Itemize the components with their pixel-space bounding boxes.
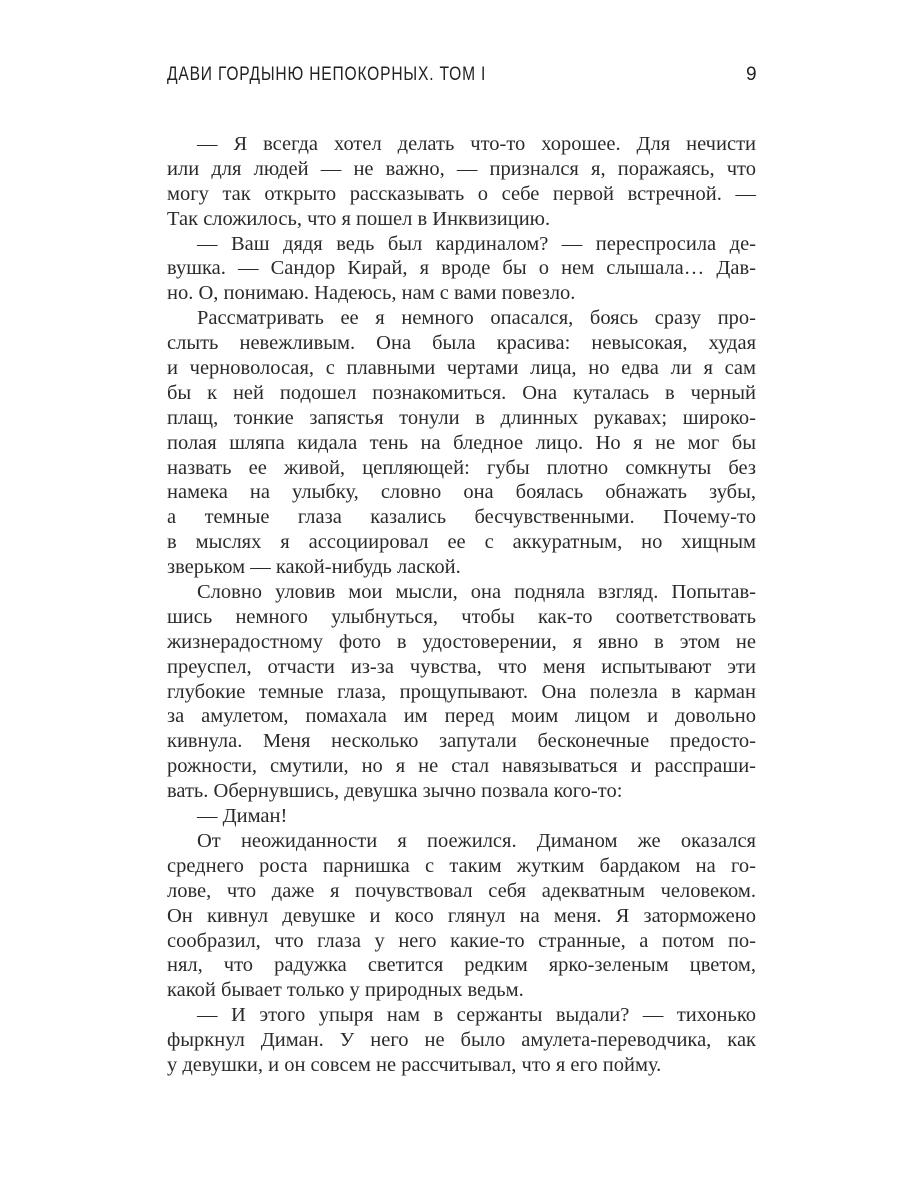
text-line: могу так открыто рассказывать о себе первой встречной. —: [167, 182, 756, 205]
text-line: полая шляпа кидала тень на бледное лицо. Но я не мог бы: [167, 431, 756, 454]
paragraph: [167, 232, 756, 307]
text-line: Так сложилось, что я пошел в Инквизицию.: [167, 207, 551, 230]
text-line: преуспел, отчасти из-за чувства, что меня испытывают эти: [167, 655, 756, 678]
text-line: какой бывает только у природных ведьм.: [167, 979, 524, 1002]
text-line: и черноволосая, с плавными чертами лица, но едва ли я сам: [167, 357, 756, 380]
text-line: — Диман!: [197, 805, 288, 828]
text-line: глубокие темные глаза, прощупывают. Она полезла в карман: [167, 680, 756, 703]
paragraph: [167, 829, 756, 1003]
text-line: шись немного улыбнуться, чтобы как-то соответствовать: [167, 605, 756, 628]
paragraph: [167, 306, 756, 580]
text-line: От неожиданности я поежился. Диманом же оказался: [197, 829, 756, 852]
text-line: сообразил, что глаза у него какие-то странные, а потом по-: [167, 929, 756, 952]
paragraph: [167, 804, 756, 829]
text-line: слыть невежливым. Она была красива: невысокая, худая: [167, 332, 756, 355]
text-line: Словно уловив мои мысли, она подняла взгляд. Попытав-: [197, 581, 756, 604]
paragraph: [167, 580, 756, 804]
text-line: среднего роста парнишка с таким жутким бардаком на го-: [167, 854, 756, 877]
text-line: намека на улыбку, словно она боялась обнажать зубы,: [167, 481, 756, 504]
text-line: — Ваш дядя ведь был кардиналом? — переспросила де-: [197, 232, 756, 255]
text-line: в мыслях я ассоциировал ее с аккуратным, но хищным: [167, 531, 756, 554]
text-line: бы к ней подошел познакомиться. Она куталась в черный: [167, 381, 756, 404]
page-number: 9: [746, 64, 757, 85]
text-line: вать. Обернувшись, девушка зычно позвала кого-то:: [167, 780, 623, 803]
text-line: зверьком — какой-нибудь лаской.: [167, 556, 461, 579]
text-line: плащ, тонкие запястья тонули в длинных рукавах; широко-: [167, 406, 756, 429]
text-line: вушка. — Сандор Кирай, я вроде бы о нем слышала… Дав-: [167, 257, 756, 280]
paragraph: [167, 1003, 756, 1078]
text-line: а темные глаза казались бесчувственными. Почему-то: [167, 506, 756, 529]
running-title: ДАВИ ГОРДЫНЮ НЕПОКОРНЫХ. ТОМ I: [167, 64, 487, 85]
text-line: но. О, понимаю. Надеюсь, нам с вами повезло.: [167, 282, 576, 305]
text-line: за амулетом, помахала им перед моим лицом и довольно: [167, 705, 756, 728]
text-line: лове, что даже я почувствовал себя адекватным человеком.: [167, 879, 756, 902]
text-line: нял, что радужка светится редким ярко-зеленым цветом,: [167, 954, 756, 977]
paragraph: [167, 132, 756, 232]
text-line: у девушки, и он совсем не рассчитывал, что я его пойму.: [167, 1053, 662, 1076]
text-line: фыркнул Диман. У него не было амулета-переводчика, как: [167, 1029, 756, 1052]
text-line: Рассматривать ее я немного опасался, боясь сразу про-: [197, 307, 756, 330]
text-line: жизнерадостному фото в удостоверении, я явно в этом не: [167, 630, 756, 653]
text-line: — Я всегда хотел делать что-то хорошее. Для нечисти: [197, 133, 756, 155]
text-line: рожности, смутили, но я не стал навязываться и расспраши-: [167, 755, 756, 778]
text-line: кивнула. Меня несколько запутали бесконечные предосто-: [167, 730, 756, 753]
text-line: — И этого упыря нам в сержанты выдали? — тихонько: [197, 1004, 756, 1027]
body-text: [167, 132, 756, 1078]
text-line: Он кивнул девушке и косо глянул на меня. Я заторможено: [167, 904, 756, 927]
text-line: или для людей — не важно, — признался я, поражаясь, что: [167, 157, 756, 180]
text-line: назвать ее живой, цепляющей: губы плотно сомкнуты без: [167, 456, 756, 479]
